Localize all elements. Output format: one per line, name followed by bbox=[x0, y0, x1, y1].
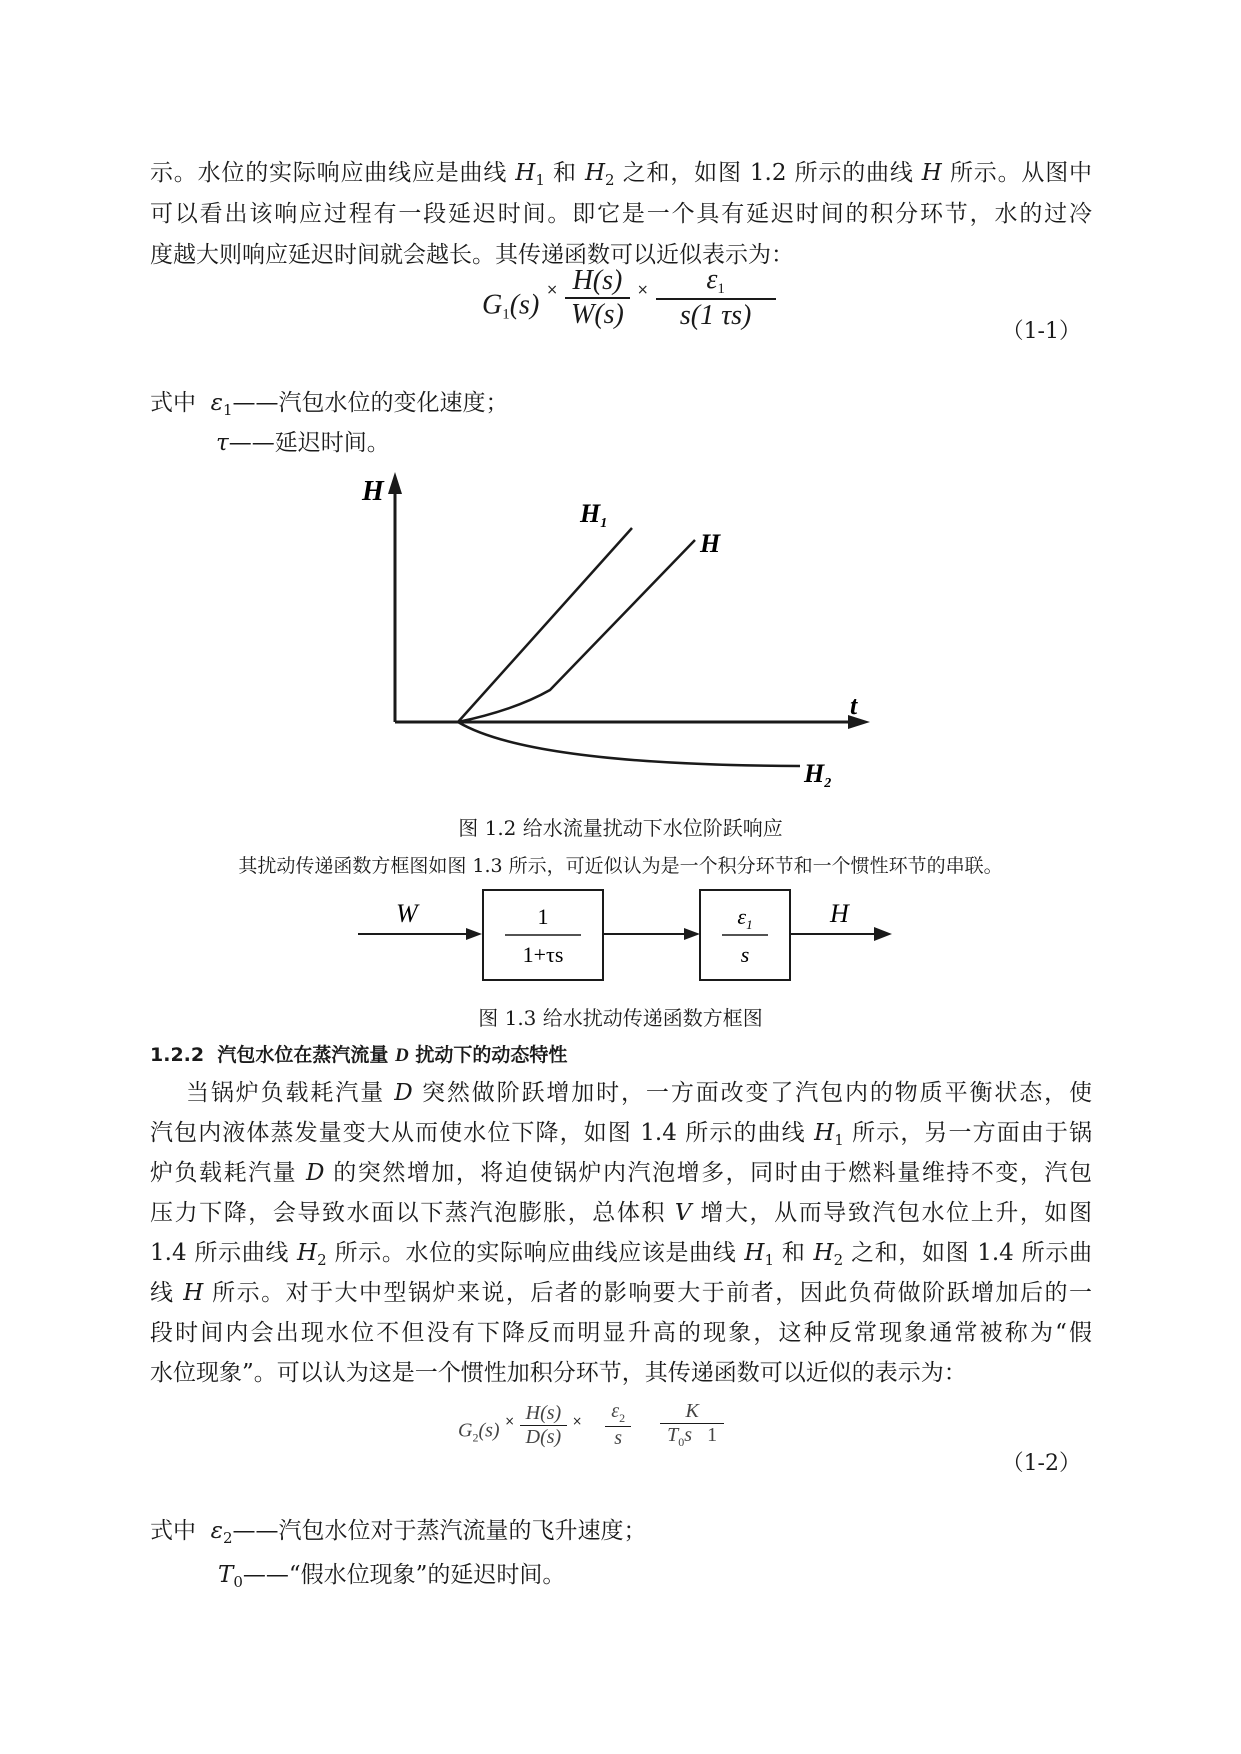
y-axis-arrow bbox=[388, 472, 402, 494]
definition-epsilon2: 式中 $\varepsilon_2——$汽包水位对于蒸汽流量的飞升速度； bbox=[150, 1518, 647, 1547]
y-axis-label: H bbox=[362, 476, 384, 507]
svg-text:1: 1 bbox=[537, 904, 549, 929]
output-H: H bbox=[830, 899, 849, 928]
curve-H2 bbox=[458, 722, 800, 766]
definition-tau: τ——延迟时间。 bbox=[216, 430, 390, 456]
section-heading-1-2-2: 1.2.2 汽包水位在蒸汽流量 D 扰动下的动态特性 bbox=[150, 1044, 568, 1066]
curve-H bbox=[458, 540, 695, 722]
paragraph2-line4: 压力下降，会导致水面以下蒸汽泡膨胀，总体积 V 增大，从而导致汽包水位上升，如图 bbox=[150, 1200, 1093, 1226]
figure-1-2-caption: 图 1.2 给水流量扰动下水位阶跃响应 bbox=[458, 816, 783, 840]
definition-T0: $T_0——“$假水位现象”的延迟时间。 bbox=[218, 1562, 566, 1591]
paragraph2-line7: 段时间内会出现水位不但没有下降反而明显升高的现象，这种反常现象通常被称为“假 bbox=[150, 1320, 1092, 1346]
equation-1-1: $G_1(s)$ × $\frac{H(s)}{W(s)}$ × $\frac{\varepsilon_1}{s(1 \tau s)}$ bbox=[482, 282, 776, 332]
svg-text:s: s bbox=[740, 942, 750, 967]
figure-1-2-step-response bbox=[340, 460, 910, 790]
paragraph1-line2: 可以看出该响应过程有一段延迟时间。即它是一个具有延迟时间的积分环节，水的过冷 bbox=[150, 201, 1092, 227]
paragraph2-line3: 炉负载耗汽量 D 的突然增加，将迫使锅炉内汽泡增多，同时由于燃料量维持不变，汽包 bbox=[150, 1160, 1093, 1186]
paragraph2-line2: 汽包内液体蒸发量变大从而使水位下降，如图 1.4 所示的曲线 $H_1$ 所示，另一方面由于锅 bbox=[150, 1120, 1092, 1149]
paragraph2-line8: 水位现象”。可以认为这是一个惯性加积分环节，其传递函数可以近似的表示为： bbox=[150, 1360, 967, 1386]
label-H2: H2 bbox=[804, 759, 832, 790]
equation-1-2-number: （1-2） bbox=[1001, 1451, 1081, 1476]
equation-1-2: $G_2(s)$ × $\frac{H(s)}{D(s)}$ × $\frac{\varepsilon_2}{s}$ $\frac{K}{T_0s 1}$ bbox=[458, 1414, 724, 1450]
figure-1-3-intro: 其扰动传递函数方框图如图 1.3 所示，可近似认为是一个积分环节和一个惯性环节的串联。 bbox=[238, 855, 1003, 877]
equation-1-1-number: （1-1） bbox=[1001, 319, 1081, 344]
paragraph1-line3: 度越大则响应延迟时间就会越长。其传递函数可以近似表示为： bbox=[150, 242, 794, 268]
input-W: W bbox=[396, 899, 418, 928]
paragraph2-line1: 当锅炉负载耗汽量 D 突然做阶跃增加时，一方面改变了汽包内的物质平衡状态，使 bbox=[186, 1080, 1093, 1106]
paragraph1-line1: 示。水位的实际响应曲线应是曲线 $H_1$ 和 $H_2$ 之和，如图 1.2 所示的曲线 H 所示。从图中 bbox=[150, 160, 1093, 189]
figure-1-3-block-diagram bbox=[350, 882, 900, 994]
x-axis-label: t bbox=[850, 691, 858, 720]
definition-epsilon1: 式中 $\varepsilon_1——$汽包水位的变化速度； bbox=[150, 390, 509, 419]
paragraph2-line5: 1.4 所示曲线 $H_2$ 所示。水位的实际响应曲线应该是曲线 $H_1$ 和 $H_2$ 之和，如图 1.4 所示曲 bbox=[150, 1240, 1093, 1269]
svg-text:1+τs: 1+τs bbox=[522, 942, 564, 967]
label-H1: H1 bbox=[580, 499, 608, 531]
label-H: H bbox=[700, 529, 721, 558]
figure-1-3-caption: 图 1.3 给水扰动传递函数方框图 bbox=[478, 1006, 763, 1030]
svg-text:ε1: $\varepsilon_1$ bbox=[737, 904, 753, 932]
paragraph2-line6: 线 H 所示。对于大中型锅炉来说，后者的影响要大于前者，因此负荷做阶跃增加后的一 bbox=[150, 1280, 1093, 1306]
